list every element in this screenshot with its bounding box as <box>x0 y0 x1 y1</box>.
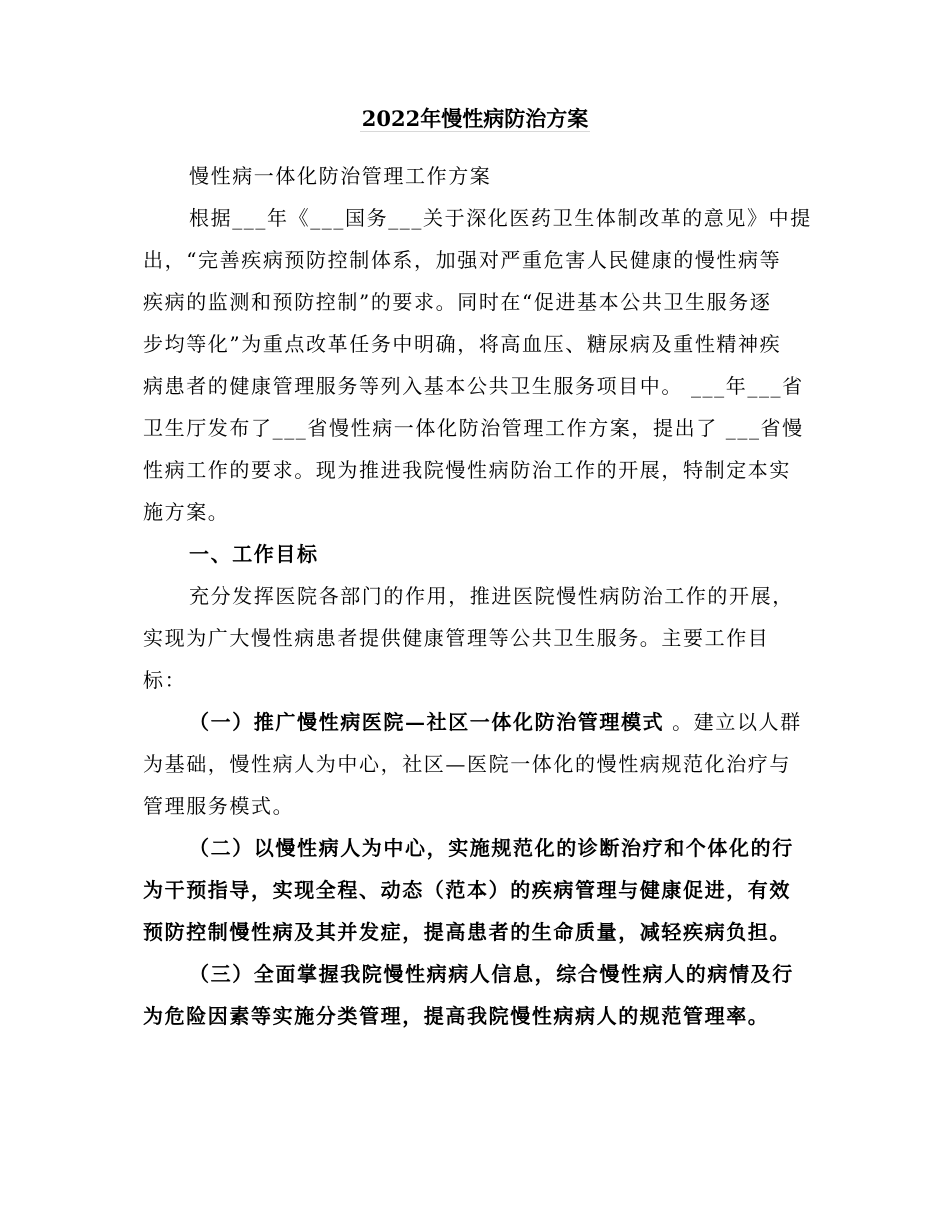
paragraph-line <box>143 281 813 323</box>
intro-text: 疾病的监测和预防控制”的要求。同时在“促进基本公共卫生服务逐 <box>143 290 772 314</box>
paragraph-line <box>143 407 813 449</box>
paragraph-line <box>143 323 813 365</box>
paragraph-line <box>143 491 813 533</box>
item-line <box>143 911 813 953</box>
paragraph-line <box>143 575 813 617</box>
subtitle-line <box>143 155 813 197</box>
item1-text: 。建立以人群 <box>664 710 802 734</box>
intro-text: 施方案。 <box>143 500 230 524</box>
section-heading-text: 一、工作目标 <box>189 542 319 566</box>
item1-heading: （一）推广慢性病医院—社区一体化防治管理模式 <box>189 710 665 734</box>
paragraph-line <box>143 785 813 827</box>
document-body <box>143 155 813 1037</box>
intro-text: 病患者的健康管理服务等列入基本公共卫生服务项目中。 ___年___省 <box>143 374 804 398</box>
item2-text: 预防控制慢性病及其并发症，提高患者的生命质量，减轻疾病负担。 <box>143 920 791 944</box>
item-line <box>143 953 813 995</box>
section-text: 实现为广大慢性病患者提供健康管理等公共卫生服务。主要工作目 <box>143 626 770 650</box>
item-line <box>143 827 813 869</box>
intro-text: 出，“完善疾病预防控制体系，加强对严重危害人民健康的慢性病等 <box>143 248 782 272</box>
paragraph-line <box>143 197 813 239</box>
item-line <box>143 701 813 743</box>
item-line <box>143 869 813 911</box>
item3-text: 为危险因素等实施分类管理，提高我院慢性病病人的规范管理率。 <box>143 1004 770 1028</box>
item2-text: 为干预指导，实现全程、动态（范本）的疾病管理与健康促进，有效 <box>143 878 791 902</box>
section-text: 标： <box>143 668 187 692</box>
intro-text: 卫生厅发布了___省慢性病一体化防治管理工作方案，提出了 ___省慢 <box>143 416 804 440</box>
document-title <box>0 101 950 137</box>
paragraph-line <box>143 743 813 785</box>
item-line <box>143 995 813 1037</box>
paragraph-line <box>143 365 813 407</box>
document-title-text: 2022年慢性病防治方案 <box>361 106 589 131</box>
intro-text: 根据___年《___国务___关于深化医药卫生体制改革的意见》中提 <box>189 206 812 230</box>
paragraph-line <box>143 449 813 491</box>
section-text: 充分发挥医院各部门的作用，推进医院慢性病防治工作的开展， <box>189 584 794 608</box>
intro-text: 性病工作的要求。现为推进我院慢性病防治工作的开展，特制定本实 <box>143 458 791 482</box>
item3-text: （三）全面掌握我院慢性病病人信息，综合慢性病人的病情及行 <box>189 962 794 986</box>
intro-text: 步均等化”为重点改革任务中明确，将高血压、糖尿病及重性精神疾 <box>143 332 782 356</box>
document-subtitle: 慢性病一体化防治管理工作方案 <box>189 164 492 188</box>
section-heading <box>143 533 813 575</box>
paragraph-line <box>143 239 813 281</box>
item1-text: 管理服务模式。 <box>143 794 295 818</box>
paragraph-line <box>143 617 813 659</box>
paragraph-line <box>143 659 813 701</box>
item1-text: 为基础，慢性病人为中心，社区—医院一体化的慢性病规范化治疗与 <box>143 752 791 776</box>
item2-text: （二）以慢性病人为中心，实施规范化的诊断治疗和个体化的行 <box>189 836 794 860</box>
